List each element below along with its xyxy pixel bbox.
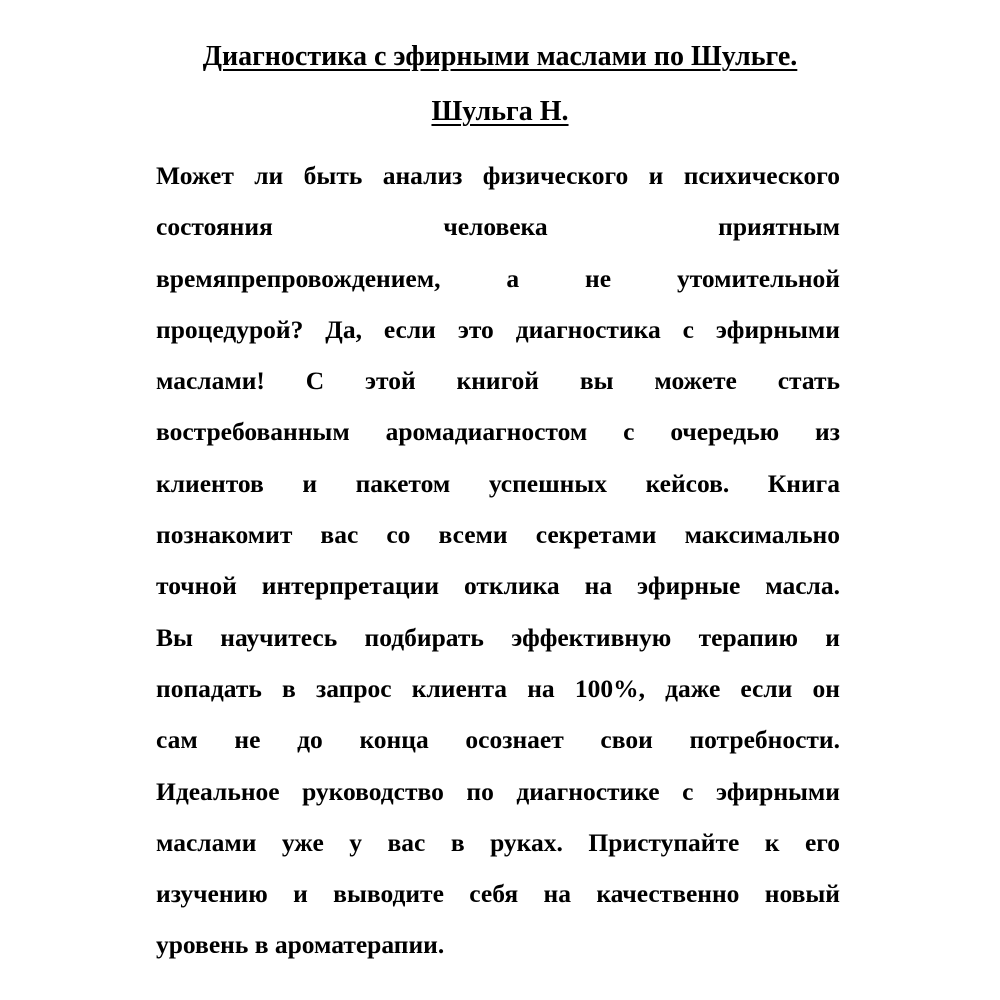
body-line: изучению и выводите себя на качественно новый [156,879,840,909]
body-line: точной интерпретации отклика на эфирные масла. [156,571,840,601]
body-line: Идеальное руководство по диагностике с эфирными [156,776,840,806]
body-line: востребованным аромадиагностом с очередью из [156,417,840,447]
document-title: Диагностика с эфирными маслами по Шульге. [202,41,798,72]
body-line: познакомит вас со всеми секретами максимально [156,520,840,550]
body-line: клиентов и пакетом успешных кейсов. Книга [156,468,840,498]
body-line: попадать в запрос клиента на 100%, даже если он [156,673,840,703]
document-author: Шульга Н. [431,96,569,127]
body-line: Может ли быть анализ физического и психического [156,161,840,190]
body-line: сам не до конца осознает свои потребности. [156,725,840,755]
body-line: процедурой? Да, если это диагностика с эфирными [156,314,840,344]
body-line: времяпрепровождением, а не утомительной [156,263,840,293]
body-line: Вы научитесь подбирать эффективную терапию и [156,622,840,652]
body-line: состояния человека приятным [156,212,840,242]
body-paragraph [156,150,840,971]
body-line: уровень в ароматерапии. [156,930,445,960]
body-line: маслами! С этой книгой вы можете стать [156,366,840,396]
body-line: маслами уже у вас в руках. Приступайте к его [156,827,840,857]
